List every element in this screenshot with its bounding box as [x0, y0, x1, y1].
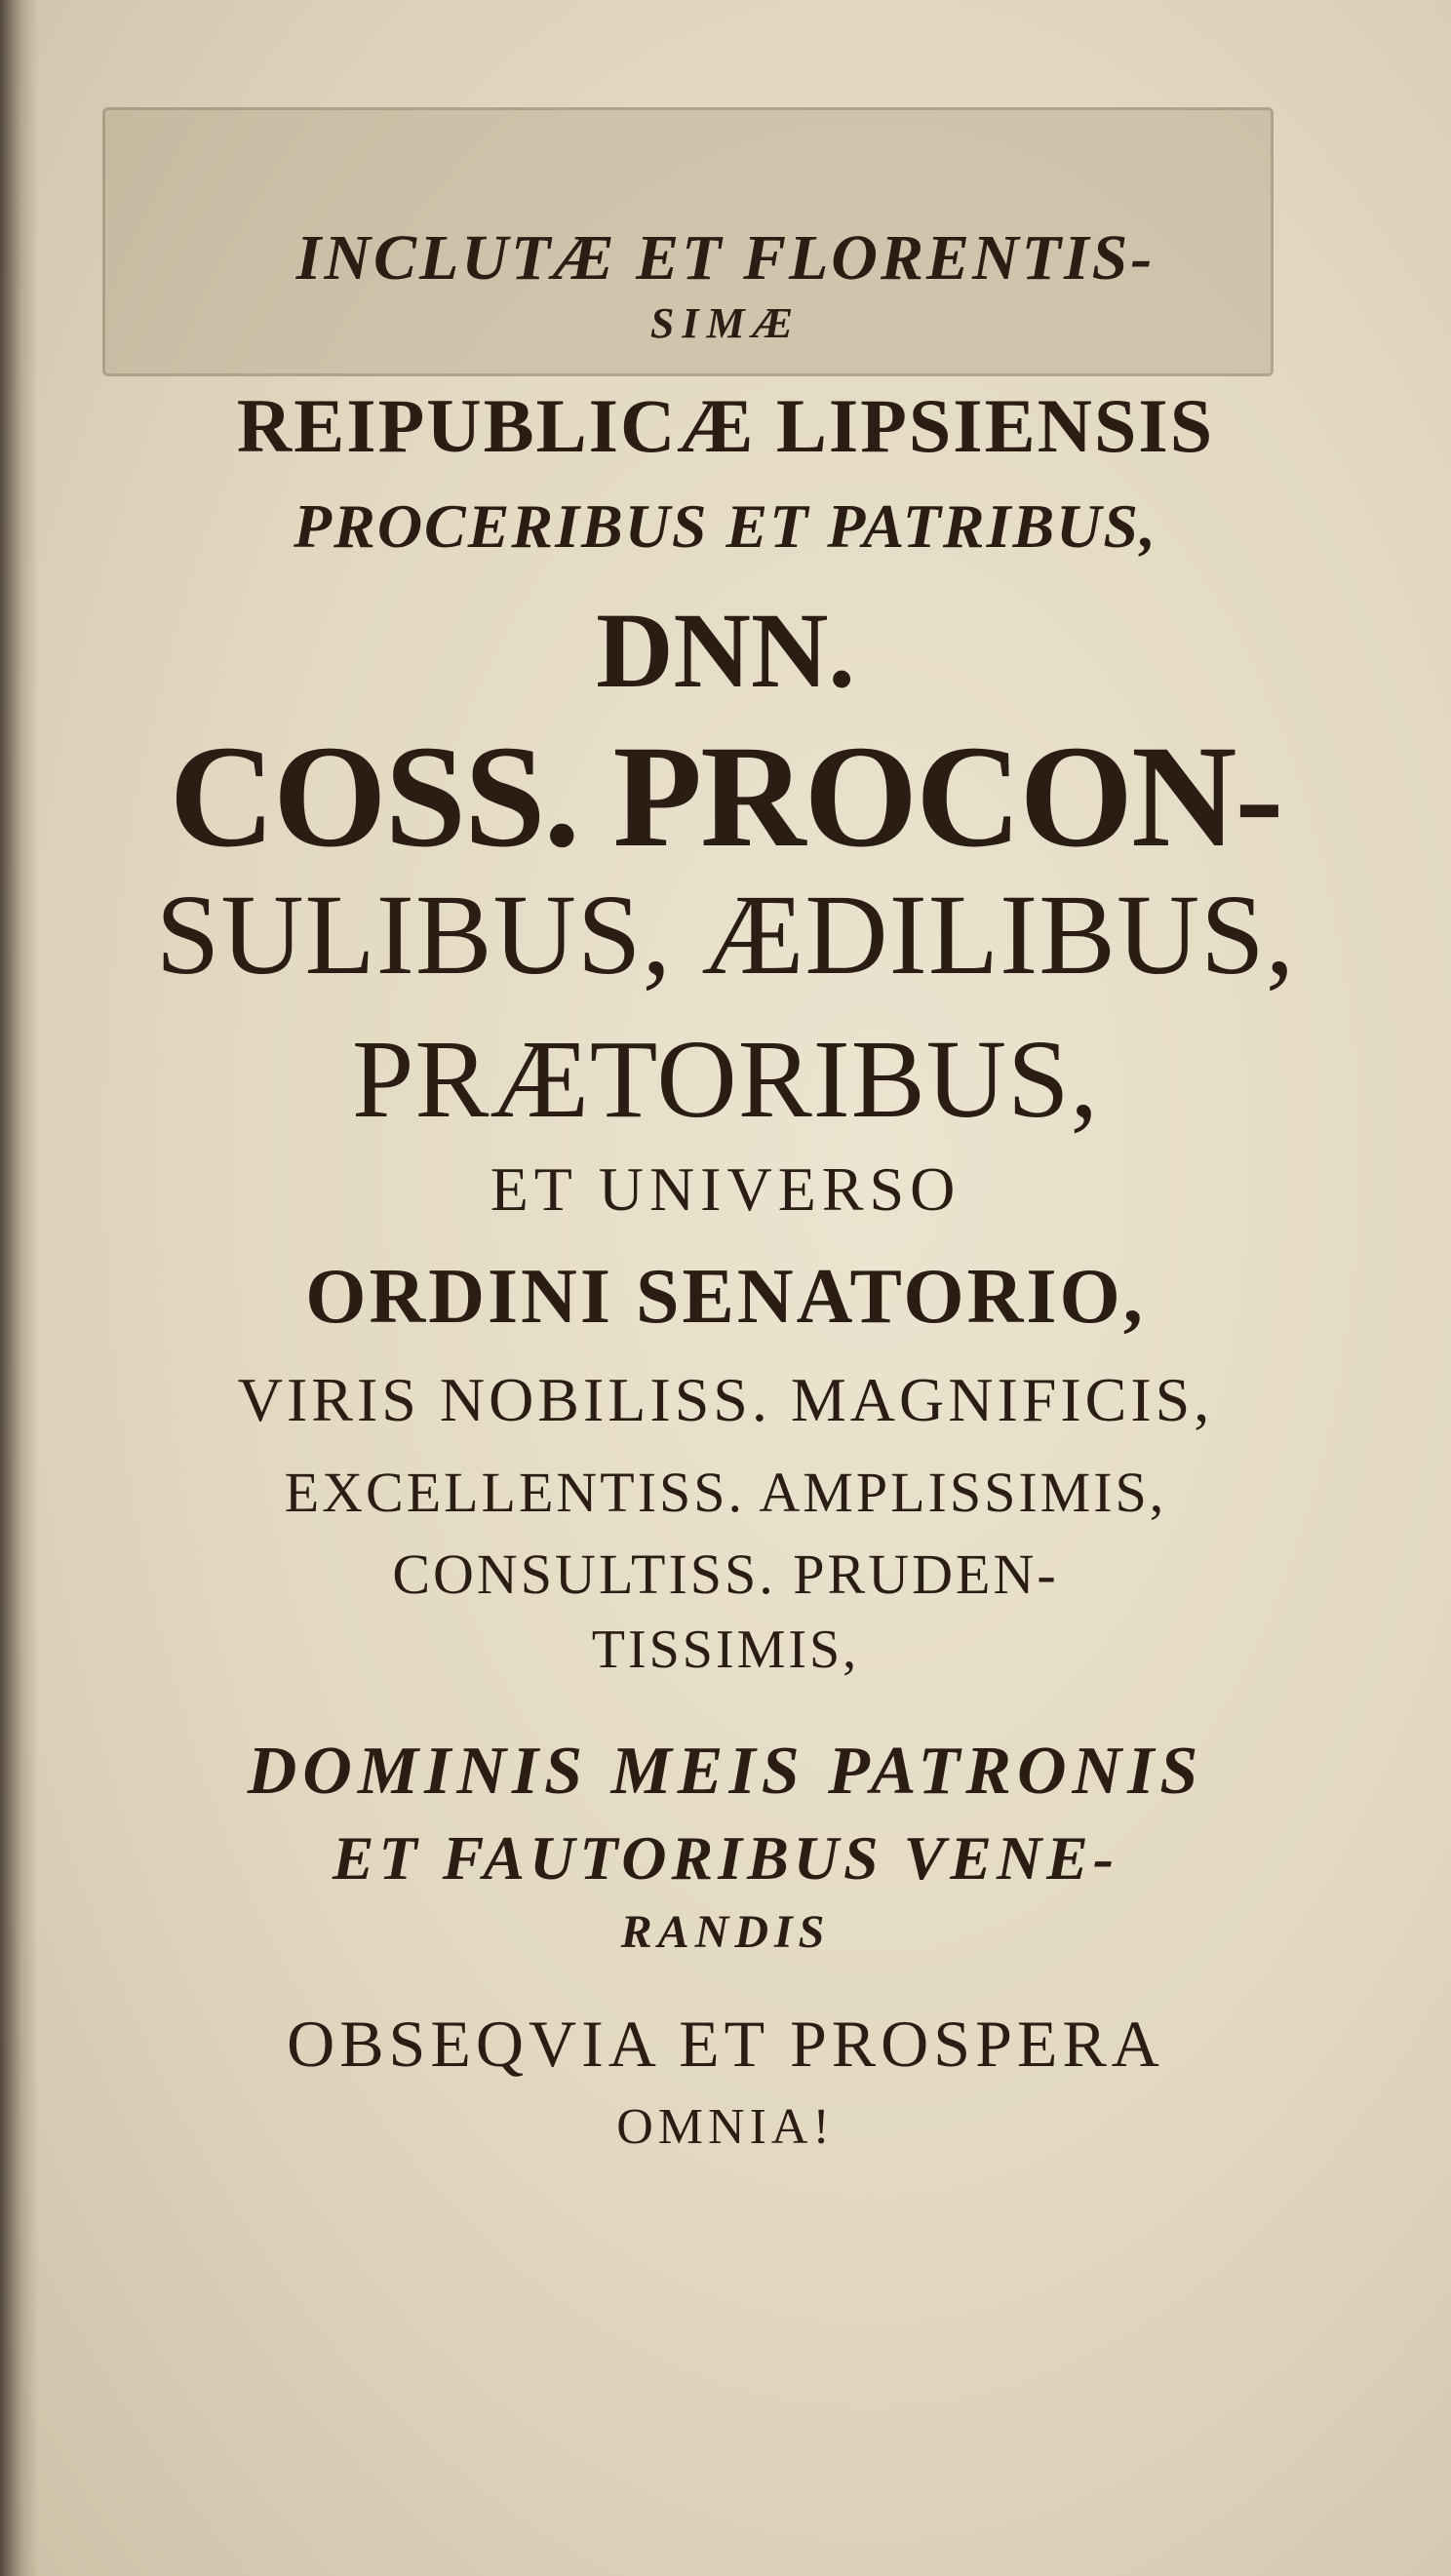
dedication-line-16: ET FAUTORIBUS VENE-	[332, 1823, 1119, 1893]
dedication-line-19: OMNIA!	[616, 2099, 835, 2155]
dedication-line-6: COSS. PROCON-	[169, 716, 1282, 878]
dedication-line-11: VIRIS NOBILISS. MAGNIFICIS,	[237, 1365, 1214, 1434]
dedication-line-15: DOMINIS MEIS PATRONIS	[247, 1734, 1204, 1809]
dedication-line-5: DNN.	[596, 591, 855, 710]
dedication-line-17: RANDIS	[620, 1906, 831, 1958]
dedication-line-2: SIMÆ	[649, 299, 802, 347]
dedication-line-13: CONSULTISS. PRUDEN-	[392, 1542, 1059, 1606]
dedication-line-1: INCLUTÆ ET FLORENTIS-	[295, 222, 1156, 293]
dedication-line-3: REIPUBLICÆ LIPSIENSIS	[236, 383, 1215, 468]
dedication-line-12: EXCELLENTISS. AMPLISSIMIS,	[284, 1461, 1167, 1524]
dedication-line-9: ET UNIVERSO	[490, 1154, 961, 1224]
dedication-line-18: OBSEQVIA ET PROSPERA	[287, 2007, 1164, 2081]
dedication-line-7: SULIBUS, ÆDILIBUS,	[155, 871, 1296, 998]
dedication-line-8: PRÆTORIBUS,	[352, 1017, 1099, 1141]
dedication-line-10: ORDINI SENATORIO,	[305, 1254, 1146, 1340]
dedication-line-4: PROCERIBUS ET PATRIBUS,	[294, 491, 1157, 561]
dedication-line-14: TISSIMIS,	[591, 1620, 860, 1680]
